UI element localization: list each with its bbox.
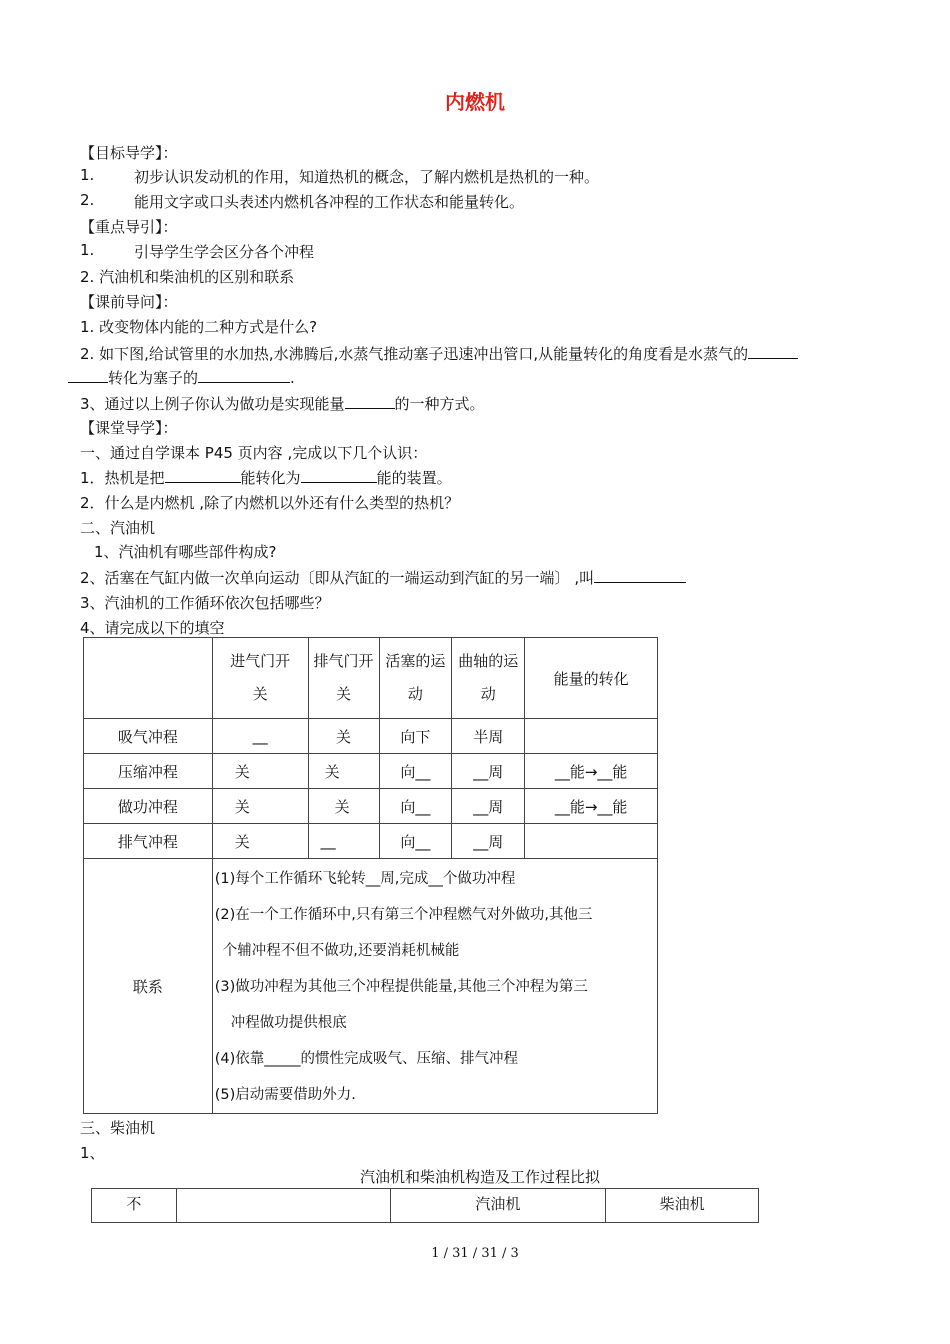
link-line: 个辅冲程不但不做功,还要消耗机械能 — [222, 943, 460, 959]
header-empty — [84, 638, 213, 719]
preview-q2-line1 — [80, 343, 798, 364]
stroke-table — [83, 637, 658, 1114]
class-q1-text-a: 1．热机是把 — [80, 469, 165, 487]
section-class: 【课堂导学】： — [80, 419, 178, 437]
cell-intake[interactable]: __ — [212, 719, 308, 754]
table-row — [84, 824, 658, 859]
cell-exhaust[interactable]: __ — [308, 824, 379, 859]
class-q1 — [80, 467, 452, 488]
diesel-q1: 1、 — [80, 1144, 105, 1162]
compare-header-diff: 不 — [92, 1189, 177, 1223]
row-name: 吸气冲程 — [84, 719, 213, 754]
cell-piston[interactable]: 向__ — [379, 824, 452, 859]
section-focus: 【重点导引】： — [80, 218, 178, 236]
gas-q1: 1、汽油机有哪些部件构成? — [94, 543, 277, 561]
section-goal: 【目标导学】： — [80, 144, 178, 162]
focus-1-number: 1. — [80, 241, 95, 259]
link-line: (3)做功冲程为其他三个冲程提供能量,其他三个冲程为第三 — [214, 979, 588, 995]
cell-crank[interactable]: __周 — [452, 824, 525, 859]
header-piston-motion: 活塞的运 动 — [379, 638, 452, 719]
answer-blank[interactable] — [165, 468, 241, 483]
cell-piston[interactable]: 向__ — [379, 754, 452, 789]
goal-2-number: 2. — [80, 191, 95, 209]
link-line: (2)在一个工作循环中,只有第三个冲程燃气对外做功,其他三 — [214, 907, 593, 923]
cell-exhaust: 关 — [308, 719, 379, 754]
class-q2: 2．什么是内燃机 ,除了内燃机以外还有什么类型的热机？ — [80, 494, 460, 512]
compare-table — [91, 1188, 759, 1223]
link-line: (5)启动需要借助外力. — [214, 1087, 356, 1103]
compare-header-diesel: 柴油机 — [606, 1189, 759, 1223]
preview-q3-text-b: 的一种方式。 — [394, 395, 485, 413]
table-row — [84, 754, 658, 789]
answer-blank[interactable] — [301, 468, 377, 483]
cell-piston[interactable]: 向__ — [379, 789, 452, 824]
cell-exhaust: 关 — [308, 754, 379, 789]
gas-q2-text: 2、活塞在气缸内做一次单向运动〔即从汽缸的一端运动到汽缸的另一端〕 ,叫 — [80, 569, 595, 587]
preview-q1: 1. 改变物体内能的二种方式是什么? — [80, 318, 318, 336]
cell-intake: 关 — [212, 824, 308, 859]
cell-crank[interactable]: __周 — [452, 754, 525, 789]
link-line: (4)依靠_____的惯性完成吸气、压缩、排气冲程 — [214, 1051, 519, 1067]
answer-blank[interactable] — [198, 368, 290, 383]
focus-2: 2. 汽油机和柴油机的区别和联系 — [80, 268, 295, 286]
cell-crank[interactable]: __周 — [452, 789, 525, 824]
header-energy: 能量的转化 — [525, 638, 658, 719]
table-row-link — [84, 859, 658, 1114]
section-preview: 【课前导问】： — [80, 293, 178, 311]
cell-crank: 半周 — [452, 719, 525, 754]
class-part1-heading: 一、通过自学课本 P45 页内容 ,完成以下几个认识： — [80, 444, 428, 462]
preview-q2-text-c: . — [290, 369, 295, 387]
preview-q2-line2 — [68, 367, 295, 388]
class-part2-heading: 二、汽油机 — [80, 519, 156, 537]
gas-q2 — [80, 567, 686, 588]
cell-piston: 向下 — [379, 719, 452, 754]
cell-energy[interactable]: __能→__能 — [525, 789, 658, 824]
cell-energy[interactable] — [525, 719, 658, 754]
preview-q2-text-b: 转化为塞子的 — [108, 369, 199, 387]
goal-1-text: 初步认识发动机的作用，知道热机的概念，了解内燃机是热机的一种。 — [134, 168, 600, 186]
preview-q3 — [80, 393, 485, 414]
link-line: 冲程做功提供根底 — [230, 1015, 347, 1031]
preview-q2-text-a: 2. 如下图,给试管里的水加热,水沸腾后,水蒸气推动塞子迅速冲出管口,从能量转化的角度看是水蒸气的 — [80, 345, 749, 363]
answer-blank[interactable] — [748, 344, 798, 359]
cell-exhaust: 关 — [308, 789, 379, 824]
class-q1-text-b: 能转化为 — [240, 469, 301, 487]
cell-energy[interactable] — [525, 824, 658, 859]
answer-blank[interactable] — [68, 368, 108, 383]
link-label: 联系 — [84, 859, 213, 1114]
class-q1-text-c: 能的装置。 — [376, 469, 452, 487]
cell-intake: 关 — [212, 754, 308, 789]
compare-table-caption: 汽油机和柴油机构造及工作过程比拟 — [359, 1168, 600, 1186]
header-exhaust-valve: 排气门开 关 — [308, 638, 379, 719]
class-part3-heading: 三、柴油机 — [80, 1119, 156, 1137]
compare-table-header — [92, 1189, 759, 1223]
compare-header-gasoline: 汽油机 — [390, 1189, 606, 1223]
page-title: 内燃机 — [445, 90, 505, 114]
answer-blank[interactable] — [345, 394, 395, 409]
link-line: (1)每个工作循环飞轮转__周,完成__个做功冲程 — [214, 871, 516, 887]
compare-header-empty — [176, 1189, 390, 1223]
focus-1-text: 引导学生学会区分各个冲程 — [134, 243, 315, 261]
gas-q3: 3、汽油机的工作循环依次包括哪些？ — [80, 594, 330, 612]
answer-blank[interactable] — [594, 568, 686, 583]
table-row — [84, 719, 658, 754]
row-name: 做功冲程 — [84, 789, 213, 824]
page-number: 1 / 31 / 31 / 3 — [431, 1246, 519, 1261]
row-name: 排气冲程 — [84, 824, 213, 859]
stroke-table-header — [84, 638, 658, 719]
gas-q4: 4、请完成以下的填空 — [80, 619, 225, 637]
row-name: 压缩冲程 — [84, 754, 213, 789]
goal-1-number: 1. — [80, 166, 95, 184]
header-crank-motion: 曲轴的运 动 — [452, 638, 525, 719]
link-content — [212, 859, 657, 1114]
table-row — [84, 789, 658, 824]
goal-2-text: 能用文字或口头表述内燃机各冲程的工作状态和能量转化。 — [134, 193, 525, 211]
cell-energy[interactable]: __能→__能 — [525, 754, 658, 789]
cell-intake: 关 — [212, 789, 308, 824]
preview-q3-text-a: 3、通过以上例子你认为做功是实现能量 — [80, 395, 345, 413]
header-intake-valve: 进气门开 关 — [212, 638, 308, 719]
